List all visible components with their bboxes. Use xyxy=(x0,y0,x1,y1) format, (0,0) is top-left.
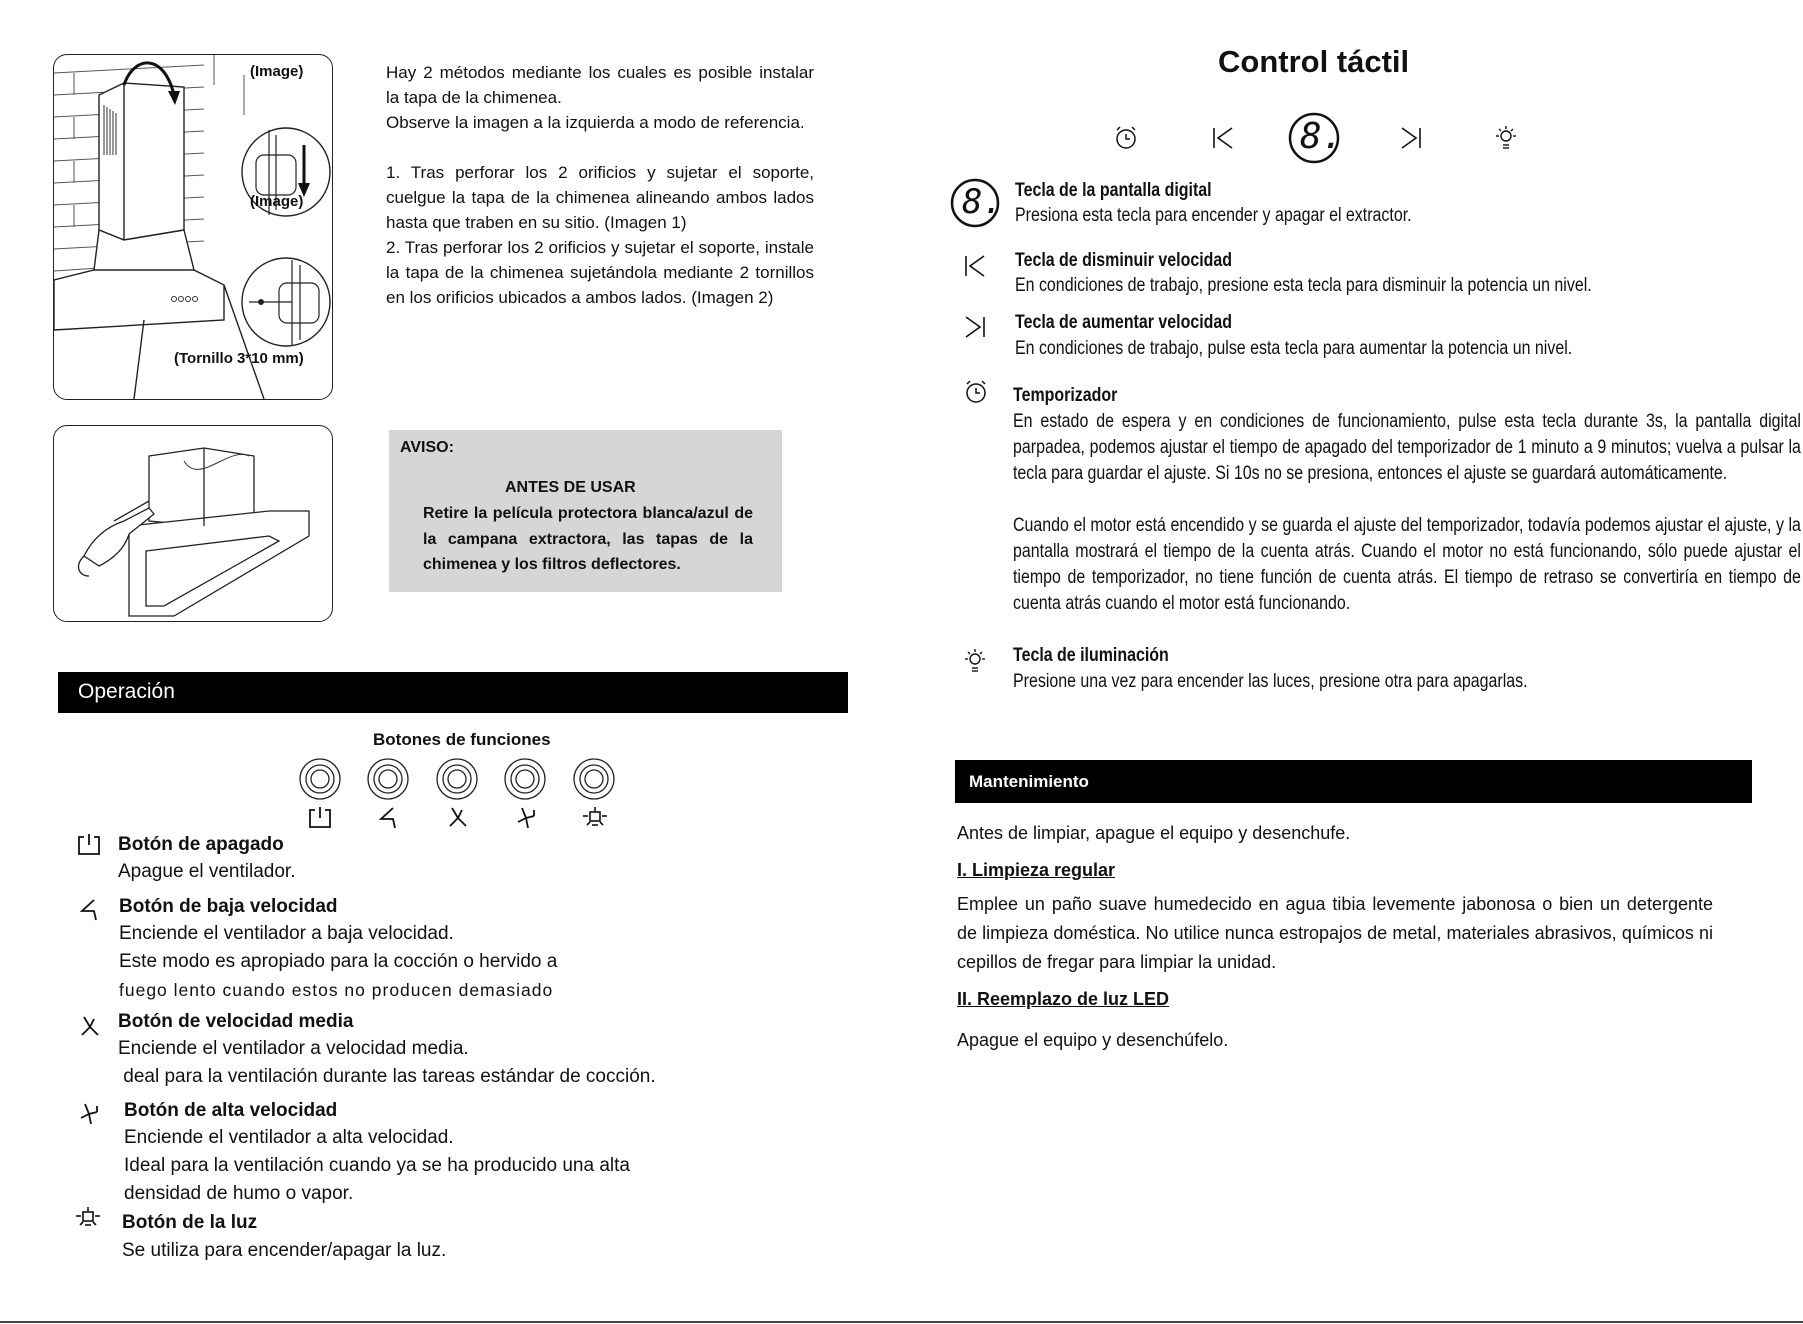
page-bottom-rule xyxy=(0,1321,1803,1323)
touch-item-text: En condiciones de trabajo, pulse esta tecla para aumentar la potencia un nivel. xyxy=(1015,338,1573,359)
speed-up-icon xyxy=(962,313,988,341)
fan-high-icon xyxy=(514,806,538,830)
low-speed-knob[interactable] xyxy=(367,758,409,800)
notice-body: Retire la película protectora blanca/azul de la campana extractora, las tapas de la chimenea y los filtros deflectores. xyxy=(423,505,753,573)
light-bulb-icon[interactable] xyxy=(1492,124,1520,152)
op-item-title: Botón de apagado xyxy=(118,834,284,855)
paragraph: Hay 2 métodos mediante los cuales es posible instalar la tapa de la chimenea. xyxy=(386,63,814,107)
timer-icon[interactable] xyxy=(1112,124,1140,152)
medium-speed-knob[interactable] xyxy=(436,758,478,800)
figure-caption: (Tornillo 3*10 mm) xyxy=(174,350,304,367)
power-icon xyxy=(76,833,102,857)
touch-item-text: Presione una vez para encender las luces, presione otra para apagarlas. xyxy=(1013,671,1528,692)
installation-drawing-1 xyxy=(54,55,332,399)
maintenance-section-2-title: II. Reemplazo de luz LED xyxy=(957,989,1170,1009)
speed-down-icon[interactable] xyxy=(1208,124,1236,152)
installation-figure-2 xyxy=(53,425,333,622)
display-glyph: 8. xyxy=(962,182,1003,222)
fan-low-icon xyxy=(377,806,401,830)
op-item-line: Enciende el ventilador a baja velocidad. xyxy=(119,923,454,944)
op-item-line: Este modo es apropiado para la cocción o hervido a xyxy=(119,951,558,972)
maintenance-section-1-title: I. Limpieza regular xyxy=(957,860,1116,880)
function-buttons-title: Botones de funciones xyxy=(373,730,551,749)
op-item-line: densidad de humo o vapor. xyxy=(124,1183,354,1204)
paragraph: Observe la imagen a la izquierda a modo de referencia. xyxy=(386,113,805,132)
notice-title: ANTES DE USAR xyxy=(505,479,636,496)
speed-up-icon[interactable] xyxy=(1398,124,1426,152)
op-item-title: Botón de la luz xyxy=(122,1212,258,1233)
maintenance-title: Mantenimiento xyxy=(969,772,1089,791)
installation-text xyxy=(386,60,814,310)
op-item-line: Apague el ventilador. xyxy=(118,861,296,882)
touch-item-text-2: Cuando el motor está encendido y se guarda el ajuste del temporizador, todavía podemos ajustar el ajuste, y la pantalla mostrará el tiempo de la cuenta atrás. Cuando el motor no está funcionando, sólo puede ajustar el tiempo de temporizador, no tiene función de cuenta atrás. El tiempo de retraso se convertiría en tiempo de cuenta atrás cuando el motor está funcionando. xyxy=(1013,515,1801,614)
display-glyph: 8. xyxy=(1300,116,1344,157)
op-item-title: Botón de alta velocidad xyxy=(124,1100,338,1121)
light-icon xyxy=(74,1206,102,1230)
fan-high-icon xyxy=(77,1102,101,1126)
paragraph: 2. Tras perforar los 2 orificios y sujetar el soporte, instale la tapa de la chimenea sujetándola mediante 2 tornillos en los orificios ubicados a ambos lados. (Imagen 2) xyxy=(386,238,814,307)
fan-medium-icon xyxy=(446,806,470,830)
maintenance-section-1-text: Emplee un paño suave humedecido en agua tibia levemente jabonosa o bien un detergente de limpieza doméstica. No utilice nunca estropajos de metal, materiales abrasivos, químicos ni cepillos de fregar para limpiar la unidad. xyxy=(957,894,1713,972)
notice-label: AVISO: xyxy=(400,439,454,456)
installation-figure-1 xyxy=(53,54,333,400)
light-knob[interactable] xyxy=(573,758,615,800)
maintenance-section-2-text: Apague el equipo y desenchúfelo. xyxy=(957,1030,1229,1050)
op-item-line: fuego lento cuando estos no producen demasiado xyxy=(119,980,554,1000)
op-item-line: Se utiliza para encender/apagar la luz. xyxy=(122,1240,447,1261)
op-item-line: Enciende el ventilador a velocidad media. xyxy=(118,1038,469,1059)
maintenance-header xyxy=(955,760,1752,803)
touch-item-text: En estado de espera y en condiciones de funcionamiento, pulse esta tecla durante 3s, la pantalla digital parpadea, podemos ajustar el tiempo de apagado del temporizador de 1 minuto a 9 minutos; vuelva a pulsar la tecla para guardar el ajuste. Si 10s no se presiona, entonces el ajuste se guardará automáticamente. xyxy=(1013,411,1801,484)
op-item-title: Botón de velocidad media xyxy=(118,1011,354,1032)
op-item-line: Ideal para la ventilación cuando ya se ha producido una alta xyxy=(124,1155,630,1176)
power-knob[interactable] xyxy=(299,758,341,800)
protective-film-drawing xyxy=(54,426,332,621)
touch-control-title: Control táctil xyxy=(1218,44,1410,79)
op-item-line: deal para la ventilación durante las tareas estándar de cocción. xyxy=(118,1066,656,1087)
figure-label: (Image) xyxy=(250,193,304,210)
figure-label: (Image) xyxy=(250,63,304,80)
timer-icon xyxy=(962,378,990,406)
operation-title: Operación xyxy=(78,680,175,703)
fan-low-icon xyxy=(78,898,102,922)
high-speed-knob[interactable] xyxy=(504,758,546,800)
light-icon xyxy=(581,806,609,830)
operation-header xyxy=(58,672,848,713)
touch-item-text: En condiciones de trabajo, presione esta tecla para disminuir la potencia un nivel. xyxy=(1015,275,1592,296)
touch-item-title: Tecla de la pantalla digital xyxy=(1015,180,1212,201)
power-icon xyxy=(307,806,333,830)
op-item-line: Enciende el ventilador a alta velocidad. xyxy=(124,1127,454,1148)
op-item-title: Botón de baja velocidad xyxy=(119,896,338,917)
touch-item-text: Presiona esta tecla para encender y apagar el extractor. xyxy=(1015,205,1412,226)
notice-box xyxy=(389,430,782,592)
touch-item-title: Tecla de iluminación xyxy=(1013,645,1169,666)
maintenance-intro: Antes de limpiar, apague el equipo y desenchufe. xyxy=(957,823,1351,843)
touch-item-title: Tecla de disminuir velocidad xyxy=(1015,250,1233,271)
touch-item-title: Tecla de aumentar velocidad xyxy=(1015,312,1233,333)
paragraph: 1. Tras perforar los 2 orificios y sujetar el soporte, cuelgue la tapa de la chimenea alineando ambos lados hasta que traben en su sitio. (Imagen 1) xyxy=(386,163,814,232)
touch-item-title: Temporizador xyxy=(1013,385,1118,406)
fan-medium-icon xyxy=(78,1015,102,1039)
speed-down-icon xyxy=(962,252,988,280)
light-bulb-icon xyxy=(961,647,989,675)
